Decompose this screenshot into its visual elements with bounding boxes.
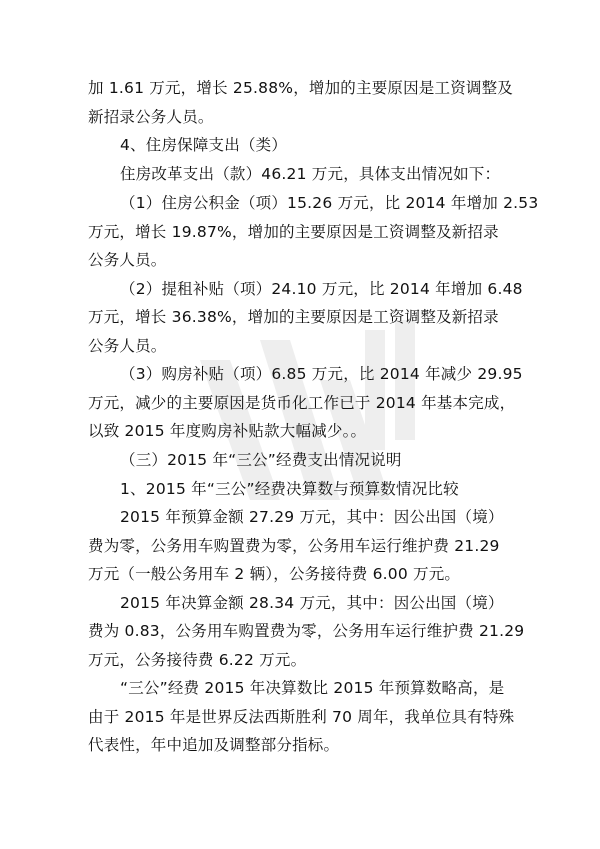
text-line-9: 万元，增长 36.38%，增加的主要原因是工资调整及新招录	[88, 308, 499, 326]
text-line-7: 公务人员。	[88, 251, 167, 269]
text-line-12: 万元，减少的主要原因是货币化工作已于 2014 年基本完成，	[88, 394, 516, 412]
text-line-1: 加 1.61 万元，增长 25.88%，增加的主要原因是工资调整及	[88, 79, 513, 97]
text-line-17: 费为零，公务用车购置费为零，公务用车运行维护费 21.29	[88, 537, 500, 555]
text-line-22: “三公”经费 2015 年决算数比 2015 年预算数略高，是	[120, 679, 505, 697]
text-line-11: （3）购房补贴（项）6.85 万元，比 2014 年减少 29.95	[120, 365, 523, 383]
text-line-19: 2015 年决算金额 28.34 万元，其中：因公出国（境）	[120, 594, 504, 612]
subsection-heading-comparison: 1、2015 年“三公”经费决算数与预算数情况比较	[120, 480, 459, 498]
text-line-24: 代表性，年中追加及调整部分指标。	[88, 736, 340, 754]
text-line-10: 公务人员。	[88, 337, 167, 355]
text-line-housing-reform: 住房改革支出（款）46.21 万元，具体支出情况如下：	[120, 165, 501, 183]
text-line-5: （1）住房公积金（项）15.26 万元，比 2014 年增加 2.53	[120, 194, 539, 212]
text-line-16: 2015 年预算金额 27.29 万元，其中：因公出国（境）	[120, 508, 504, 526]
text-line-2: 新招录公务人员。	[88, 108, 214, 126]
text-line-18: 万元（一般公务用车 2 辆），公务接待费 6.00 万元。	[88, 565, 461, 583]
text-line-21: 万元，公务接待费 6.22 万元。	[88, 651, 307, 669]
text-line-13: 以致 2015 年度购房补贴款大幅减少。。	[88, 422, 367, 440]
section-heading-three-public: （三）2015 年“三公”经费支出情况说明	[120, 451, 402, 469]
text-line-23: 由于 2015 年是世界反法西斯胜利 70 周年，我单位具有特殊	[88, 708, 515, 726]
text-line-6: 万元，增长 19.87%，增加的主要原因是工资调整及新招录	[88, 223, 499, 241]
section-heading-housing: 4、住房保障支出（类）	[120, 136, 288, 154]
text-line-8: （2）提租补贴（项）24.10 万元，比 2014 年增加 6.48	[120, 280, 523, 298]
text-line-20: 费为 0.83，公务用车购置费为零，公务用车运行维护费 21.29	[88, 622, 525, 640]
